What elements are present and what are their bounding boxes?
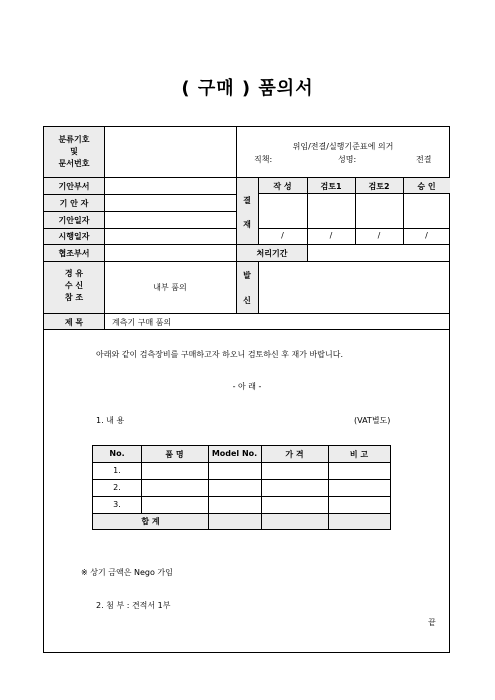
grid-line xyxy=(208,446,209,529)
items-table xyxy=(92,445,391,530)
label-line: 참 조 xyxy=(64,293,84,302)
enforce-date-label: 시행일자 xyxy=(58,232,90,241)
nego-note: ※ 상기 금액은 Nego 가임 xyxy=(81,568,173,577)
approval-date-slash: / xyxy=(329,231,333,240)
approval-date-slash: / xyxy=(425,231,428,240)
col-header-price: 가 격 xyxy=(285,450,304,459)
grid-line xyxy=(44,228,236,229)
drafting-dept-label: 기안부서 xyxy=(58,182,90,191)
grid-line xyxy=(258,228,450,229)
table-row-no: 1. xyxy=(113,466,121,475)
grid-line xyxy=(93,496,390,497)
grid-line xyxy=(44,194,236,195)
routing-label xyxy=(44,268,104,304)
approval-label-shade xyxy=(236,177,258,244)
grid-line xyxy=(93,513,390,514)
table-row-no: 3. xyxy=(113,500,121,509)
label-line: 문서번호 xyxy=(58,159,90,168)
position-label: 직책: xyxy=(254,155,273,164)
decision-label: 전결 xyxy=(416,155,432,164)
label-line: 분류기호 xyxy=(58,135,90,144)
name-label: 성명: xyxy=(338,155,357,164)
send-label-1: 발 xyxy=(243,271,251,280)
total-label: 합 계 xyxy=(141,517,160,526)
col-header-remarks: 비 고 xyxy=(349,450,369,459)
draft-date-label: 기안일자 xyxy=(58,216,90,225)
approval-col-approve: 승 인 xyxy=(417,182,436,191)
table-row-no: 2. xyxy=(113,483,121,492)
grid-line xyxy=(258,193,450,194)
classification-label xyxy=(44,134,104,170)
col-header-model: Model No. xyxy=(211,449,258,458)
label-line: 경 유 xyxy=(64,269,84,278)
coop-dept-label: 협조부서 xyxy=(58,249,90,258)
label-line: 및 xyxy=(70,147,78,156)
approval-col-author: 작 성 xyxy=(273,182,292,191)
processing-period-label: 처리기간 xyxy=(256,249,288,258)
end-marker: 끝 xyxy=(428,618,436,627)
col-header-item: 품 명 xyxy=(165,450,184,459)
item-2-attachment: 2. 첨 부 : 견적서 1부 xyxy=(96,601,171,610)
send-label-2: 신 xyxy=(243,296,251,305)
routing-value: 내부 품의 xyxy=(153,283,187,292)
vat-note: (VAT별도) xyxy=(354,416,391,425)
grid-line xyxy=(44,211,236,212)
page-title: ( 구매 ) 품의서 xyxy=(181,78,314,99)
col-header-no: No. xyxy=(109,449,125,458)
grid-line xyxy=(44,329,450,330)
approval-form xyxy=(43,126,450,653)
label-line: 수 신 xyxy=(64,281,84,290)
delegation-text: 위임/전결/실행기준표에 의거 xyxy=(292,142,394,151)
approval-label-1: 결 xyxy=(243,196,251,205)
intro-text: 아래와 같이 검측장비를 구매하고자 하오니 검토하신 후 재가 바랍니다. xyxy=(96,350,343,359)
grid-line xyxy=(93,462,390,463)
grid-line xyxy=(258,261,259,313)
approval-label-2: 재 xyxy=(243,220,251,229)
below-marker: - 아 래 - xyxy=(232,382,262,391)
approval-date-slash: / xyxy=(281,231,284,240)
subject-label: 제 목 xyxy=(64,318,84,327)
approval-col-review2: 검토2 xyxy=(368,182,390,191)
approval-date-slash: / xyxy=(377,231,381,240)
approval-col-review1: 검토1 xyxy=(320,182,342,191)
drafter-label: 기 안 자 xyxy=(59,199,89,208)
grid-line xyxy=(93,479,390,480)
grid-line xyxy=(104,127,105,329)
subject-value: 계측기 구매 품의 xyxy=(112,318,172,327)
item-1-label: 1. 내 용 xyxy=(96,416,125,425)
